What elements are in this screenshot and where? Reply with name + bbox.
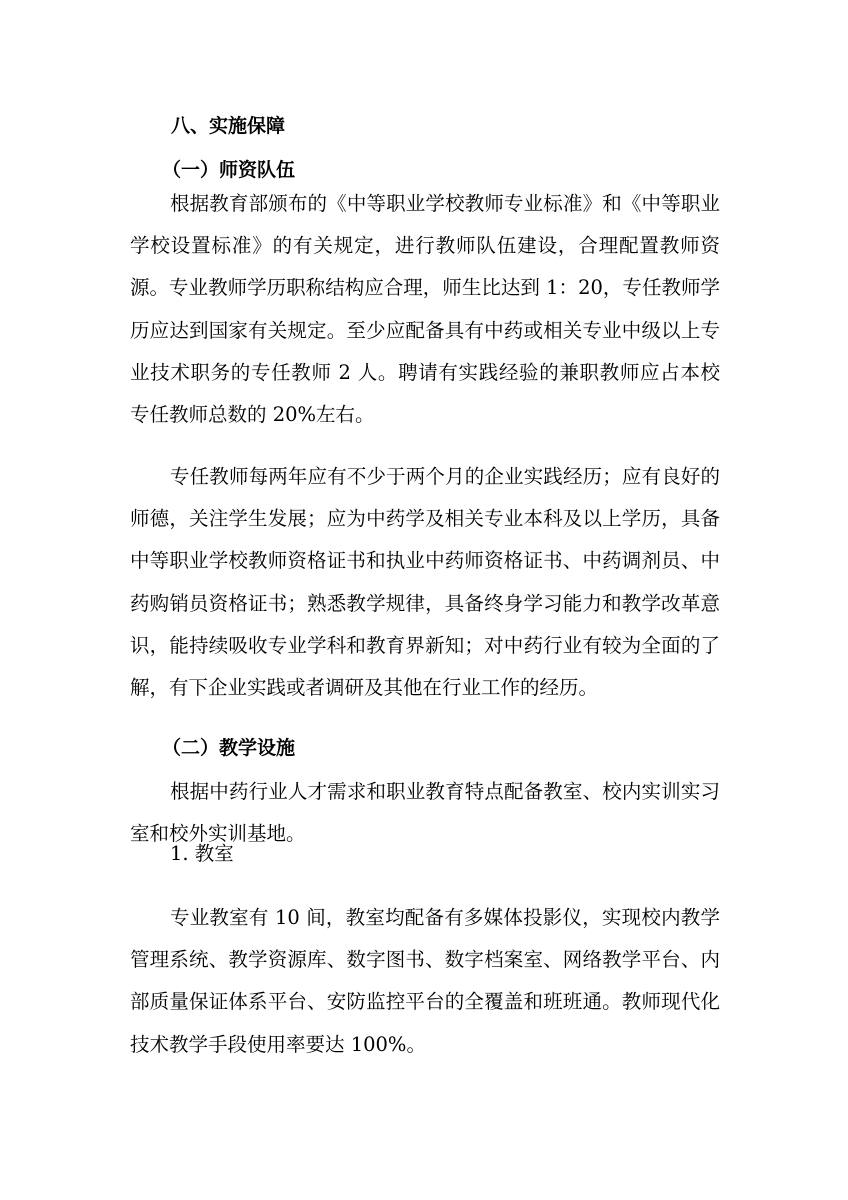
faculty-paragraph-2: 专任教师每两年应有不少于两个月的企业实践经历；应有良好的师德，关注学生发展；应为中药学及相关专业本科及以上学历，具备中等职业学校教师资格证书和执业中药师资格证书、中药调剂员、中药购销员资格证书；熟悉教学规律，具备终身学习能力和教学改革意识，能持续吸收专业学科和教育界新知；对中药行业有较为全面的了解，有下企业实践或者调研及其他在行业工作的经历。 — [130, 465, 720, 700]
section-heading: 八、实施保障 — [171, 115, 286, 137]
faculty-paragraph-1: 根据教育部颁布的《中等职业学校教师专业标准》和《中等职业学校设置标准》的有关规定，进行教师队伍建设，合理配置教师资源。专业教师学历职称结构应合理，师生比达到 1：20，专任教师学历应达到国家有关规定。至少应配备具有中药或相关专业中级以上专业技术职务的专任教师 2 人。聘请有实践经验的兼职教师应占本校专任教师总数的 20%左右。 — [130, 192, 720, 427]
facilities-intro-paragraph: 根据中药行业人才需求和职业教育特点配备教室、校内实训实习室和校外实训基地。 — [130, 780, 720, 846]
classroom-paragraph: 专业教室有 10 间，教室均配备有多媒体投影仪，实现校内教学管理系统、教学资源库、数字图书、数字档案室、网络教学平台、内部质量保证体系平台、安防监控平台的全覆盖和班班通。教师现代化技术教学手段使用率要达 100%。 — [130, 906, 720, 1056]
subsection-heading-facilities: （二）教学设施 — [162, 737, 296, 759]
item-heading-classroom: 1. 教室 — [170, 842, 234, 865]
subsection-heading-faculty: （一）师资队伍 — [162, 159, 296, 181]
